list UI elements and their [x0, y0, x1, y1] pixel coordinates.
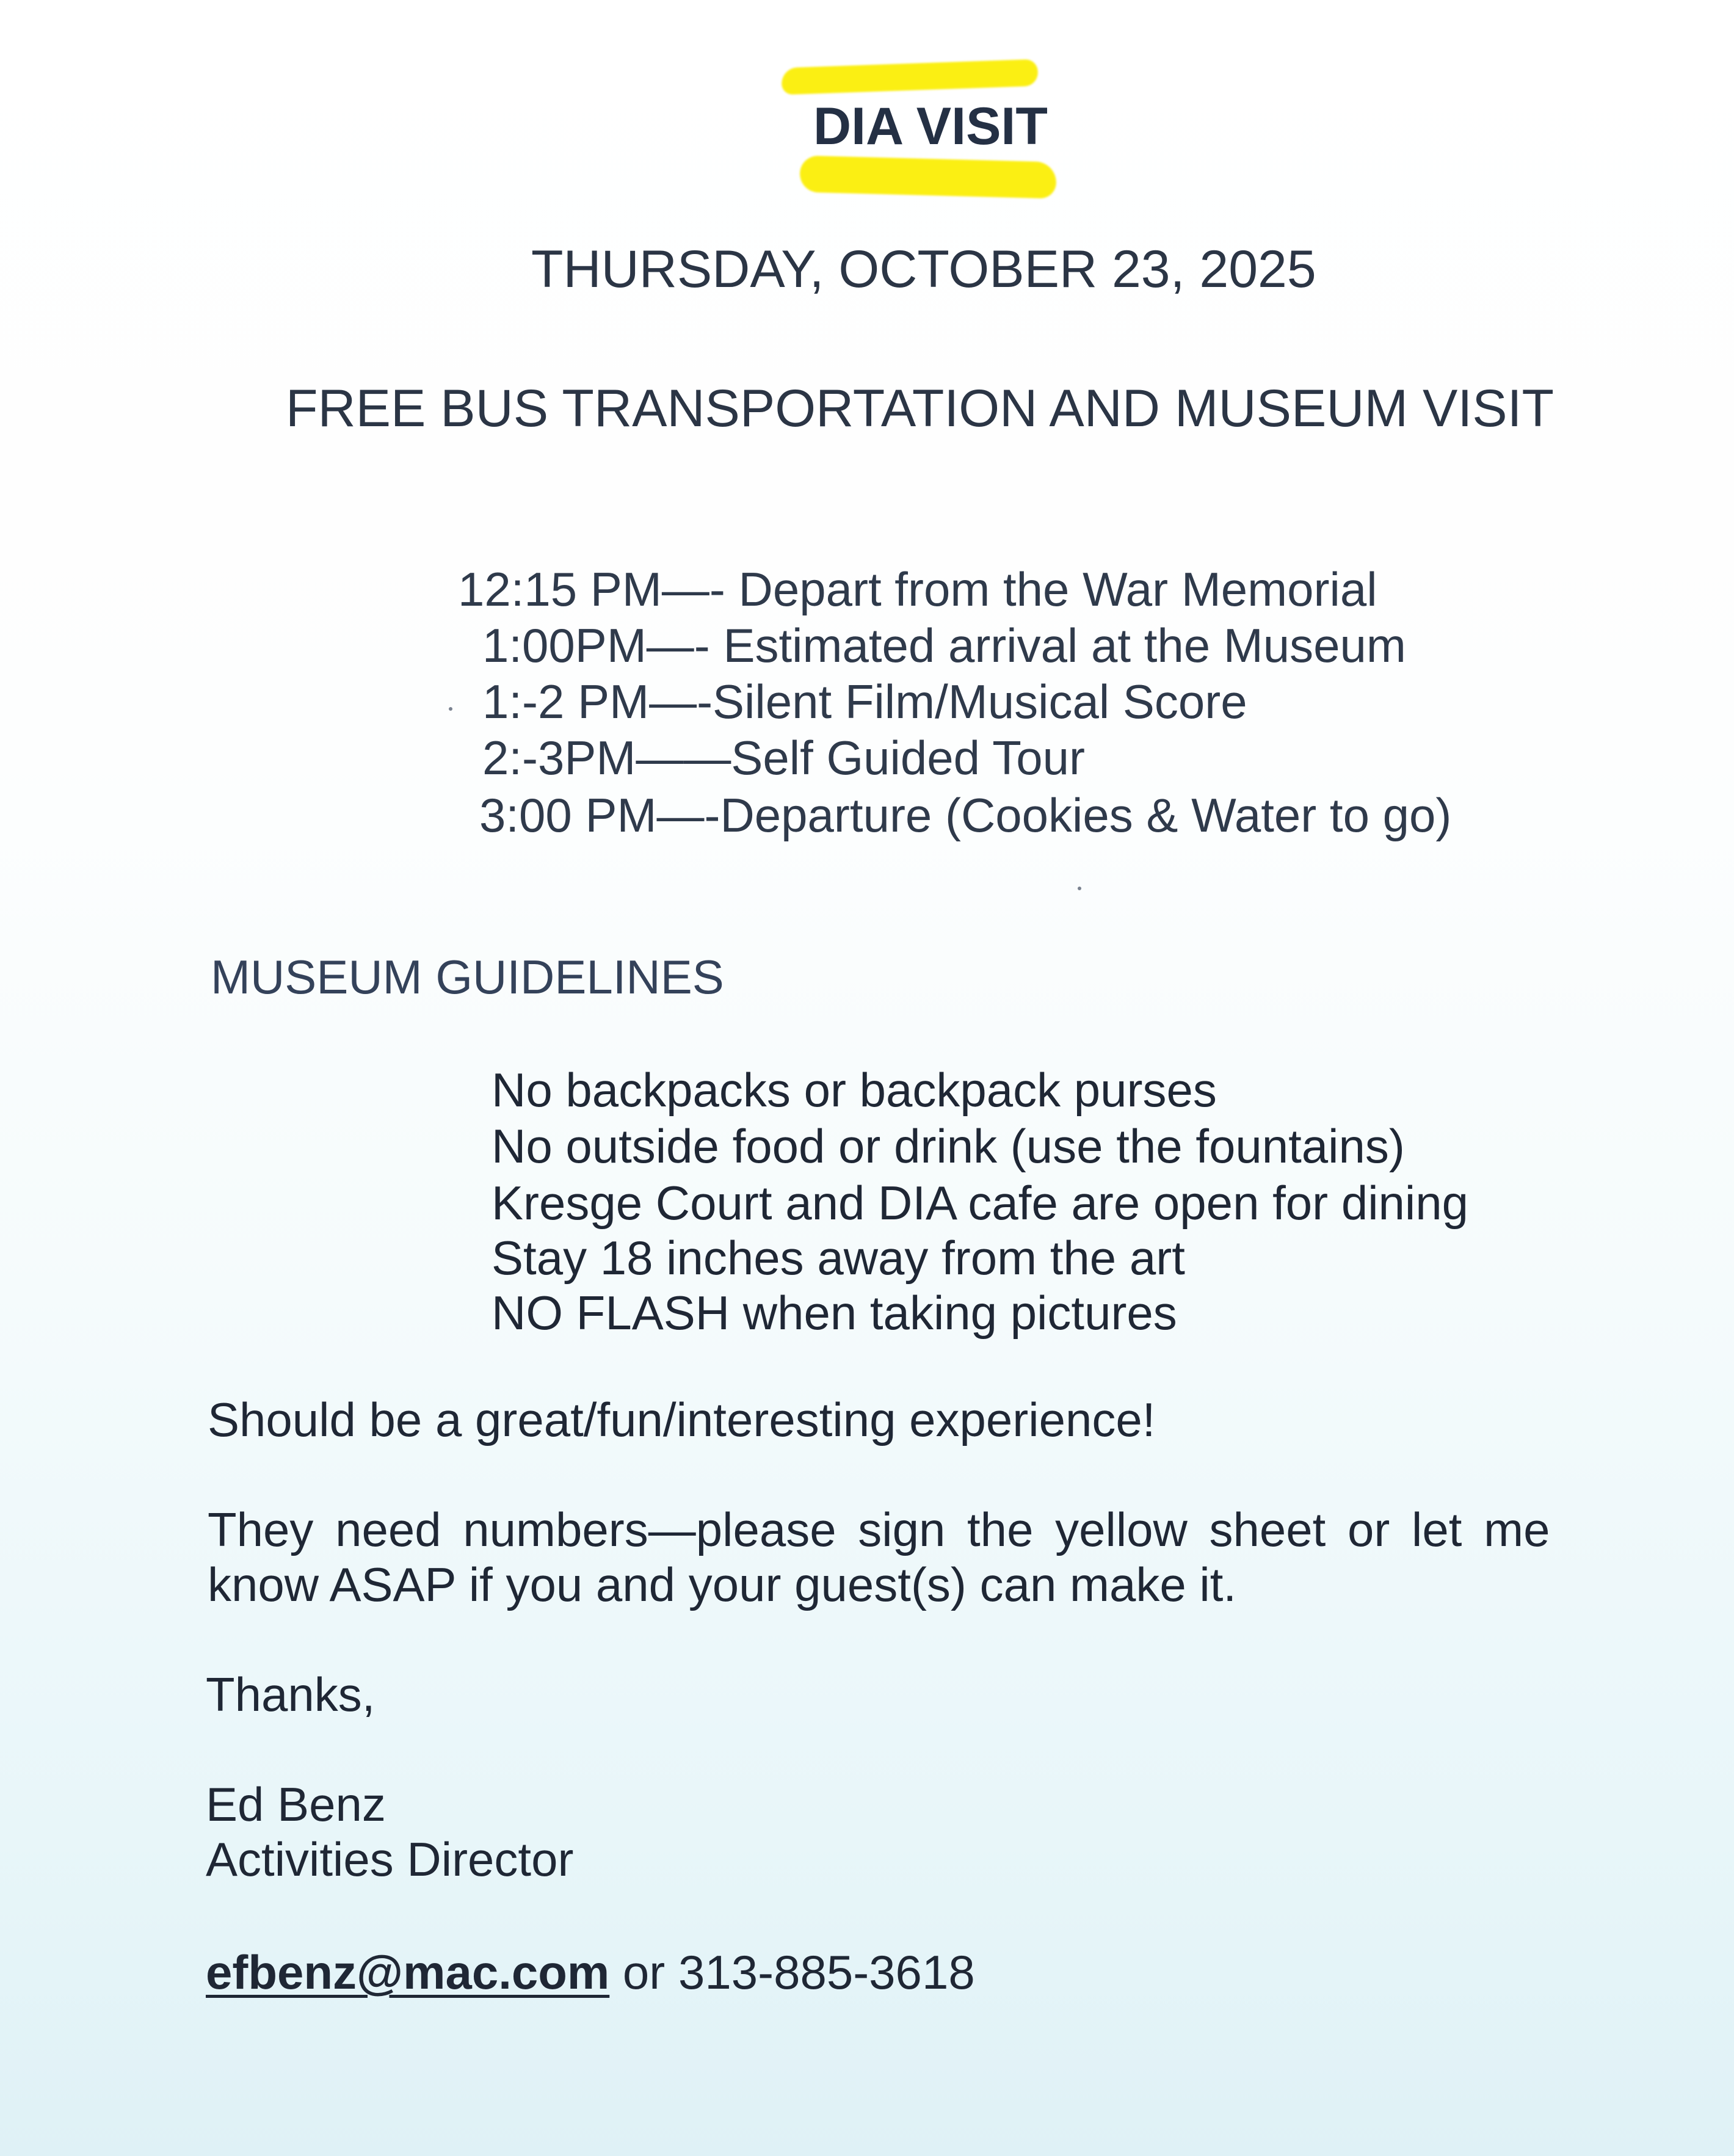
paper-speck	[449, 707, 452, 711]
guideline-item: No outside food or drink (use the fountains)	[492, 1119, 1405, 1173]
schedule-item: 3:00 PM—-Departure (Cookies & Water to go)	[479, 788, 1452, 842]
contact-connector: or	[609, 1945, 678, 1999]
guideline-item: No backpacks or backpack purses	[492, 1063, 1217, 1117]
guideline-item: Kresge Court and DIA cafe are open for dining	[492, 1176, 1468, 1230]
experience-line: Should be a great/fun/interesting experience!	[208, 1393, 1156, 1446]
signup-line-2: know ASAP if you and your guest(s) can make it.	[208, 1558, 1237, 1611]
guideline-item: NO FLASH when taking pictures	[492, 1286, 1177, 1340]
email-link[interactable]: efbenz@mac.com	[206, 1945, 610, 1999]
event-date: THURSDAY, OCTOBER 23, 2025	[531, 240, 1316, 299]
page-title: DIA VISIT	[813, 97, 1048, 156]
contact-line	[206, 1945, 975, 2000]
signup-line-1: They need numbers—please sign the yellow sheet or let me	[208, 1503, 1550, 1556]
event-subtitle: FREE BUS TRANSPORTATION AND MUSEUM VISIT	[286, 379, 1554, 438]
paper-speck	[1078, 887, 1081, 890]
guidelines-heading: MUSEUM GUIDELINES	[211, 950, 724, 1004]
schedule-item: 12:15 PM—- Depart from the War Memorial	[458, 562, 1377, 616]
phone-number: 313-885-3618	[678, 1945, 975, 1999]
schedule-item: 2:-3PM——Self Guided Tour	[482, 731, 1085, 785]
thanks-line: Thanks,	[206, 1668, 375, 1721]
highlighter-stroke-top	[781, 59, 1038, 95]
highlighter-stroke-bottom	[799, 156, 1056, 199]
guideline-item: Stay 18 inches away from the art	[492, 1231, 1185, 1285]
title-block	[775, 37, 1068, 232]
signer-role: Activities Director	[206, 1832, 574, 1886]
signer-name: Ed Benz	[206, 1777, 386, 1831]
schedule-item: 1:00PM—- Estimated arrival at the Museum	[482, 619, 1406, 672]
schedule-item: 1:-2 PM—-Silent Film/Musical Score	[482, 675, 1247, 728]
